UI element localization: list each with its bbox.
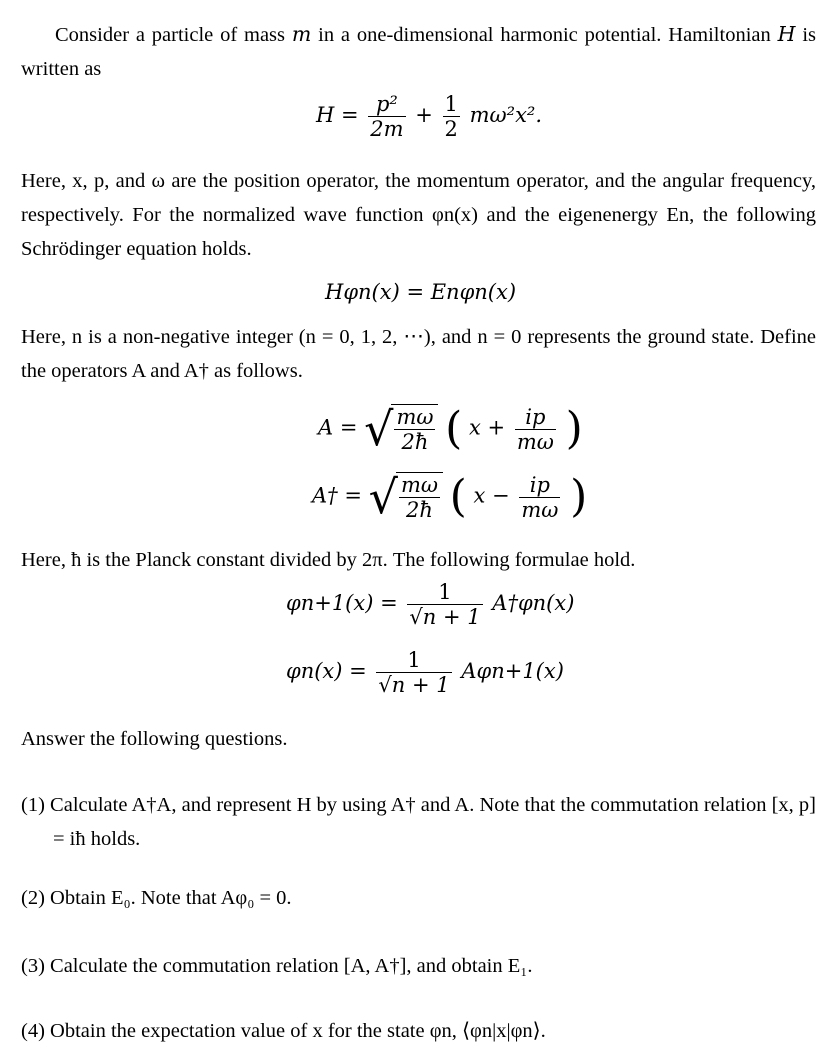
question-3-text: Calculate the commutation relation [A, A†], and obtain E₁. [50, 955, 533, 977]
question-3 [21, 949, 816, 983]
paragraph-operators: Here, n is a non-negative integer (n = 0, 1, 2, ⋯), and n = 0 represents the ground state. Define the operators A and A† as follows. [21, 326, 816, 382]
question-1-text: Calculate A†A, and represent H by using A† and A. Note that the commutation relation [x, p] = iħ holds. [50, 794, 816, 850]
paragraph-definitions: Here, x, p, and ω are the position operator, the momentum operator, and the angular frequency, respectively. For the normalized wave function φn(x) and the eigenenergy En, the following Schrödinger equation holds. [21, 170, 816, 260]
A-sqrt [364, 404, 438, 454]
hamiltonian-symbol: H [777, 22, 796, 46]
ham-lhs: H = [316, 103, 359, 127]
intro-paragraph [21, 17, 816, 86]
ham-frac1-den: 2m [370, 117, 404, 141]
question-4 [21, 1014, 816, 1048]
question-2 [21, 881, 816, 915]
sqrt-sign: √ [368, 470, 398, 524]
equation-A-dagger [312, 472, 587, 522]
equation-raising [286, 580, 574, 629]
ham-frac2-num: 1 [444, 92, 458, 116]
A-open-paren: ( [445, 403, 463, 454]
Adag-lhs: A† = [312, 483, 362, 508]
Adag-sqrt [369, 472, 443, 522]
intro-text-2: in a one-dimensional harmonic potential. Hamiltonian [318, 24, 771, 46]
equation-A [318, 404, 583, 454]
raise-rhs: A†φn(x) [492, 591, 575, 615]
lower-den: √n + 1 [378, 673, 450, 697]
ham-frac2-den: 2 [444, 117, 458, 141]
Adag-sqrt-den: 2ħ [406, 498, 433, 522]
intro-text-3: is written as [21, 24, 817, 80]
Adag-open-paren: ( [449, 471, 467, 522]
raise-num: 1 [407, 580, 482, 605]
Adag-frac-num: ip [519, 473, 560, 498]
ham-plus: + [415, 103, 433, 127]
question-4-text: Obtain the expectation value of x for the state φn, ⟨φn|x|φn⟩. [50, 1020, 546, 1042]
equation-lowering [286, 648, 564, 697]
Adag-frac-den: mω [521, 497, 559, 522]
lower-num: 1 [376, 648, 451, 673]
Adag-close-paren: ) [570, 471, 588, 522]
A-close-paren: ) [565, 403, 583, 454]
A-lhs: A = [318, 415, 358, 440]
sqrt-sign: √ [364, 402, 394, 456]
paragraph-answer: Answer the following questions. [21, 728, 288, 750]
lower-lhs: φn(x) = [286, 659, 367, 683]
A-frac-num: ip [515, 405, 556, 430]
question-3-label: (3) [21, 955, 45, 977]
A-x: x + [469, 415, 506, 440]
A-frac-den: mω [516, 429, 554, 454]
equation-schrodinger: Hφn(x) = Enφn(x) [325, 280, 517, 304]
Adag-sqrt-num: mω [400, 473, 438, 497]
A-sqrt-den: 2ħ [401, 430, 429, 454]
question-2-label: (2) [21, 887, 45, 909]
ham-frac1-num: p² [368, 92, 405, 117]
lower-rhs: Aφn+1(x) [461, 659, 564, 683]
A-sqrt-num: mω [396, 405, 434, 429]
paragraph-planck: Here, ħ is the Planck constant divided by 2π. The following formulae hold. [21, 549, 636, 571]
intro-text-1: Consider a particle of mass [55, 24, 285, 46]
Adag-x: x − [473, 483, 510, 508]
ham-tail: mω²x². [469, 103, 543, 127]
equation-hamiltonian [316, 92, 542, 141]
mass-symbol: m [291, 22, 312, 46]
question-2-text: Obtain E₀. Note that Aφ₀ = 0. [50, 887, 292, 909]
question-4-label: (4) [21, 1020, 45, 1042]
question-1 [21, 788, 816, 856]
question-1-label: (1) [21, 794, 45, 816]
raise-lhs: φn+1(x) = [286, 591, 398, 615]
raise-den: √n + 1 [409, 605, 481, 629]
